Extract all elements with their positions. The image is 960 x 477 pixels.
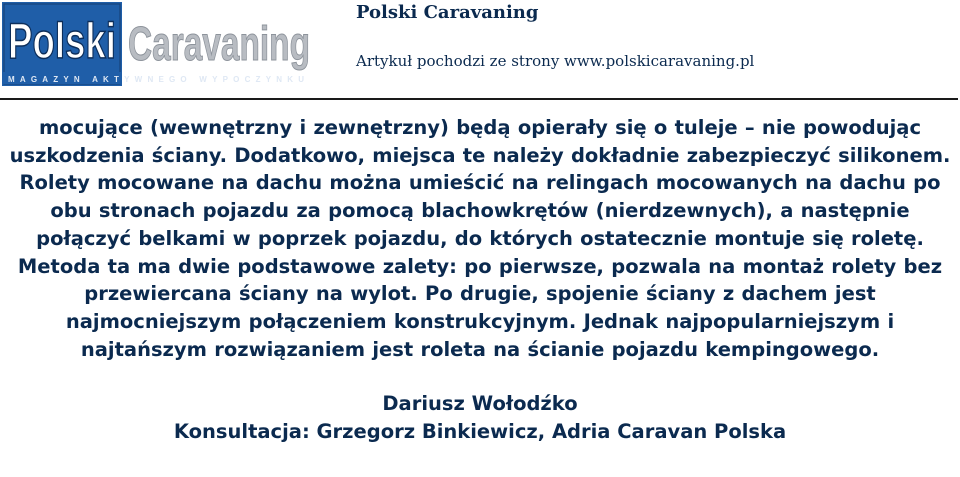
article-content <box>6 114 954 446</box>
header-divider <box>0 98 958 100</box>
article-credits <box>6 390 954 445</box>
source-note: Artykuł pochodzi ze strony www.polskicaravaning.pl <box>356 52 755 70</box>
polski-caravaning-logo <box>2 2 314 86</box>
article-body: mocujące (wewnętrzny i zewnętrzny) będą opierały się o tuleje – nie powodując uszkodzenia ściany. Dodatkowo, miejsca te należy dokładnie zabezpieczyć silikonem. Rolety mocowane na dachu można umieścić na relingach mocowanych na dachu po obu stronach pojazdu za pomocą blachowkrętów (nierdzewnych), a następnie połączyć belkami w poprzek pojazdu, do których ostatecznie montuje się roletę. Metoda ta ma dwie podstawowe zalety: po pierwsze, pozwala na montaż rolety bez przewiercana ściany na wylot. Po drugie, spojenie ściany z dachem jest najmocniejszym połączeniem konstrukcyjnym. Jednak najpopularniejszym i najtańszym rozwiązaniem jest roleta na ścianie pojazdu kempingowego. <box>9 116 951 361</box>
logo-secondary-text: Caravaning <box>128 18 310 71</box>
article-author: Dariusz Wołodźko <box>382 392 578 416</box>
page-header <box>0 0 960 100</box>
article-consultation: Konsultacja: Grzegorz Binkiewicz, Adria Caravan Polska <box>173 420 787 444</box>
logo-primary-text: Polski <box>8 13 116 69</box>
logo-tagline-text: MAGAZYN AKTYWNEGO WYPOCZYNKU <box>8 75 304 84</box>
logo-graphic <box>2 2 314 86</box>
site-title: Polski Caravaning <box>356 2 539 23</box>
